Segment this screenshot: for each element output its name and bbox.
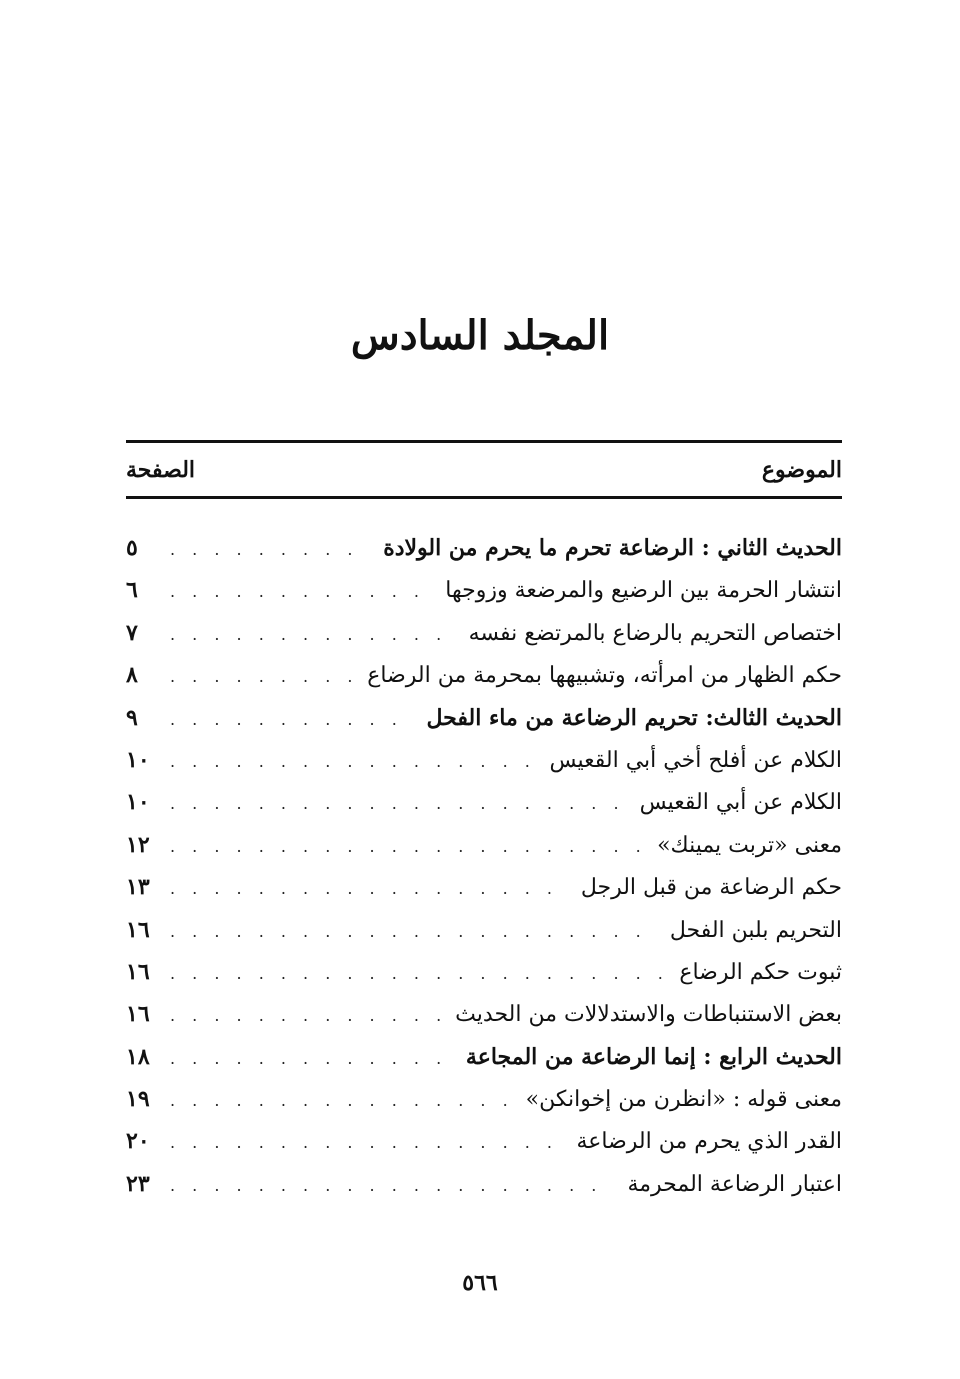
toc-entry-topic: الحديث الثالث: تحريم الرضاعة من ماء الفحل [426, 704, 842, 731]
toc-entry-topic: الكلام عن أفلح أخي أبي القعيس [549, 747, 842, 773]
toc-entry-topic: حكم الرضاعة من قبل الرجل [580, 875, 842, 901]
toc-entry [126, 620, 842, 662]
toc-entry-topic: حكم الظهار من امرأته، وتشبيهها بمحرمة من الرضاع [367, 663, 842, 689]
toc-entry-topic: الحديث الرابع : إنما الرضاعة من المجاعة [465, 1043, 842, 1070]
toc-entry-topic: بعض الاستنباطات والاستدلالات من الحديث [455, 1002, 842, 1028]
dot-leader [170, 1135, 562, 1151]
toc-entry [126, 874, 842, 916]
header-top-rule [126, 440, 842, 443]
dot-leader [170, 1178, 613, 1194]
toc-entry-page: ٩ [126, 704, 138, 731]
toc-entry-page: ٦ [126, 577, 138, 604]
toc-entry [126, 1171, 842, 1213]
toc-entry-page: ١٠ [126, 789, 150, 816]
toc-entry-page: ١٦ [126, 916, 150, 943]
dot-leader [170, 881, 567, 897]
dot-leader [170, 1051, 452, 1067]
toc-entry-page: ١٩ [126, 1086, 150, 1113]
toc-entry-topic: معنى «تربت يمينك» [657, 832, 842, 858]
toc-entry-topic: اعتبار الرضاعة المحرمة [627, 1171, 842, 1197]
toc-entry [126, 1086, 842, 1128]
toc-entry-topic: الكلام عن أبي القعيس [639, 790, 842, 816]
toc-entry [126, 959, 842, 1001]
toc-header [126, 450, 842, 490]
dot-leader [170, 754, 535, 770]
toc-entry-topic: اختصاص التحريم بالرضاع بالمرتضع نفسه [468, 620, 842, 646]
toc-entry-topic: ثبوت حكم الرضاع [679, 959, 842, 985]
page-column-header: الصفحة [126, 457, 196, 483]
dot-leader [170, 712, 413, 728]
volume-title: المجلد السادس [350, 312, 610, 359]
dot-leader [170, 584, 431, 600]
page-number: ٥٦٦ [462, 1270, 498, 1296]
dot-leader [170, 796, 626, 812]
toc-entry-topic: الحديث الثاني : الرضاعة تحرم ما يحرم من الولادة [383, 535, 842, 561]
toc-entry-page: ٥ [126, 535, 138, 561]
toc-entry [126, 705, 842, 747]
toc-entry-page: ٨ [126, 662, 138, 689]
topic-column-header: الموضوع [761, 457, 842, 483]
toc-entry [126, 662, 842, 704]
dot-leader [170, 924, 656, 940]
toc-entry [126, 1128, 842, 1170]
dot-leader [170, 1093, 512, 1109]
dot-leader [170, 966, 665, 982]
dot-leader [170, 627, 455, 643]
toc-entry-page: ١٦ [126, 1001, 150, 1028]
toc-entry-topic: معنى قوله : «انظرن من إخوانكن» [525, 1087, 842, 1113]
toc-entry [126, 1001, 842, 1043]
toc-entry [126, 577, 842, 619]
dot-leader [170, 1008, 441, 1024]
toc-entry-topic: القدر الذي يحرم من الرضاعة [576, 1129, 842, 1155]
toc-entry-page: ١٠ [126, 746, 150, 773]
dot-leader [170, 669, 353, 685]
toc-entry [126, 1044, 842, 1086]
header-bottom-rule [126, 496, 842, 499]
toc-entry-page: ١٨ [126, 1043, 150, 1070]
toc-entry-topic: انتشار الحرمة بين الرضيع والمرضعة وزوجها [445, 578, 842, 604]
toc-entry-page: ١٣ [126, 874, 150, 901]
toc-entry-topic: التحريم بلبن الفحل [669, 917, 842, 943]
toc-entry-page: ١٦ [126, 958, 150, 985]
toc-entry [126, 917, 842, 959]
toc-entry [126, 535, 842, 577]
toc-entry-page: ٧ [126, 619, 138, 646]
toc-entry-page: ٢٣ [126, 1170, 150, 1197]
toc-entry [126, 747, 842, 789]
toc-entry [126, 832, 842, 874]
toc-entry [126, 789, 842, 831]
toc-entry-page: ١٢ [126, 831, 150, 858]
dot-leader [170, 542, 369, 558]
toc-entry-page: ٢٠ [126, 1128, 150, 1155]
table-of-contents [126, 535, 842, 1213]
dot-leader [170, 839, 643, 855]
